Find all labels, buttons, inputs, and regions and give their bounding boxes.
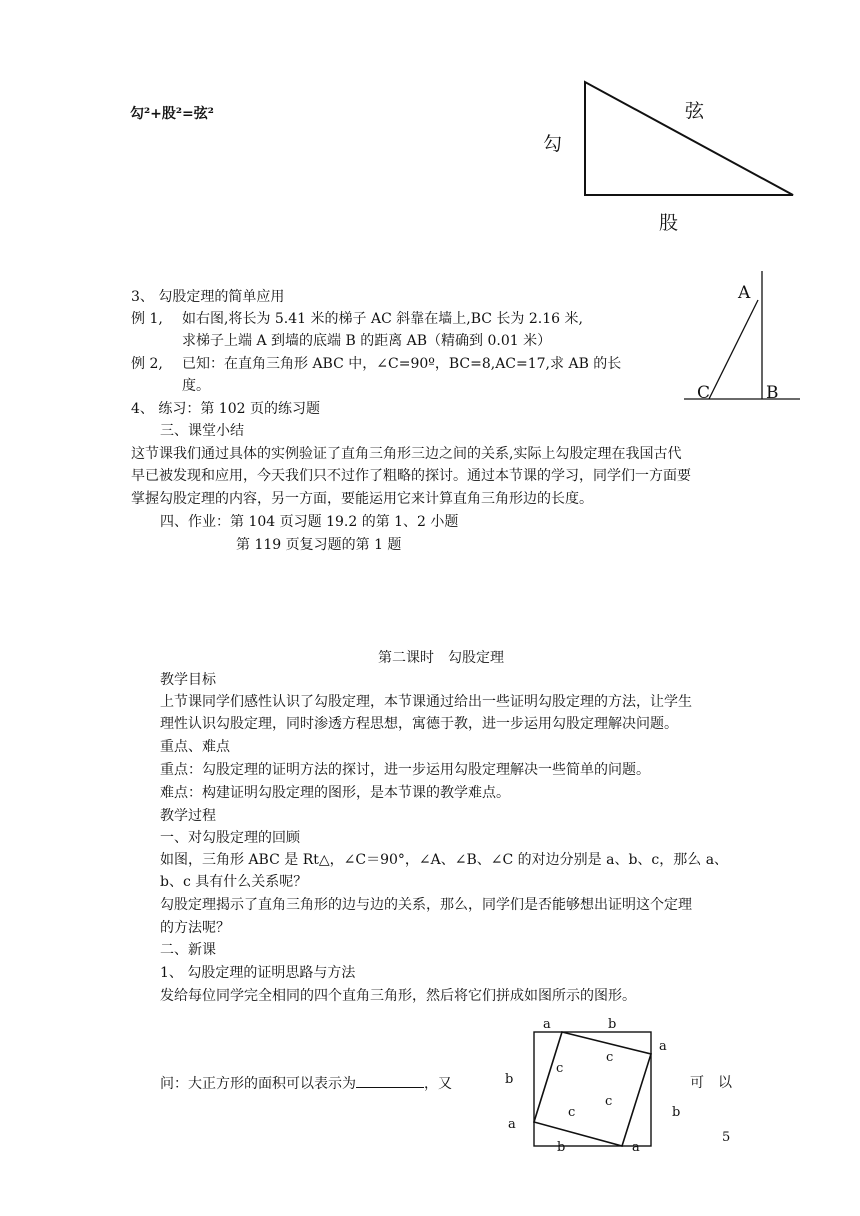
- homework-line2: 第 119 页复习题的第 1 题: [236, 537, 402, 553]
- example1-line2: 求梯子上端 A 到墙的底端 B 的距离 AB（精确到 0.01 米）: [182, 333, 552, 349]
- label-hypotenuse: 弦: [685, 100, 705, 122]
- lesson2-title: 第二课时 勾股定理: [378, 650, 504, 666]
- review-line2: b、c 具有什么关系呢？: [160, 874, 308, 890]
- page-number: 5: [722, 1130, 731, 1145]
- inner-label-c4: c: [568, 1105, 576, 1120]
- example2-line1: 已知：在直角三角形 ABC 中，∠C=90º，BC=8,AC=17,求 AB 的长: [182, 356, 622, 372]
- summary-heading: 三、课堂小结: [160, 423, 244, 439]
- section3-heading: 3、 勾股定理的简单应用: [131, 289, 285, 305]
- process-heading: 教学过程: [160, 808, 216, 824]
- summary-line2: 早已被发现和应用，今天我们只不过作了粗略的探讨。通过本节课的学习，同学们一方面要: [131, 468, 691, 484]
- inner-label-c2: c: [556, 1061, 564, 1076]
- new-lesson-heading: 二、新课: [160, 942, 216, 958]
- bottom-label-b: b: [557, 1140, 566, 1155]
- question-mid: ，又: [424, 1076, 452, 1092]
- key-point: 重点：勾股定理的证明方法的探讨，进一步运用勾股定理解决一些简单的问题。: [160, 762, 650, 778]
- answer-blank: [356, 1073, 424, 1088]
- bottom-label-a: a: [632, 1140, 640, 1155]
- label-A: A: [738, 283, 751, 303]
- example2-label: 例 2,: [131, 356, 163, 372]
- ladder-line: [709, 300, 758, 399]
- pythagorean-formula: 勾²+股²=弦²: [130, 106, 214, 122]
- teaching-goal-line2: 理性认识勾股定理，同时渗透方程思想，寓德于教，进一步运用勾股定理解决问题。: [160, 716, 678, 732]
- proof-line1: 发给每位同学完全相同的四个直角三角形，然后将它们拼成如图所示的图形。: [160, 988, 636, 1004]
- review-line4: 的方法呢？: [160, 920, 230, 936]
- left-label-a: a: [508, 1117, 516, 1132]
- inner-square: [534, 1032, 651, 1146]
- example1-label: 例 1,: [131, 311, 163, 327]
- area-question: [160, 1073, 452, 1094]
- summary-line3: 掌握勾股定理的内容，另一方面，要能运用它来计算直角三角形边的长度。: [131, 491, 593, 507]
- difficulty: 难点：构建证明勾股定理的图形，是本节课的教学难点。: [160, 785, 510, 801]
- square-proof-figure: [495, 1012, 685, 1157]
- label-leg: 股: [659, 212, 679, 234]
- inner-label-c3: c: [605, 1094, 613, 1109]
- review-line3: 勾股定理揭示了直角三角形的边与边的关系，那么，同学们是否能够想出证明这个定理: [160, 897, 692, 913]
- summary-line1: 这节课我们通过具体的实例验证了直角三角形三边之间的关系,实际上勾股定理在我国古代: [131, 446, 682, 462]
- example2-line2: 度。: [182, 378, 210, 394]
- ladder-figure: [680, 268, 810, 408]
- top-label-b: b: [608, 1017, 617, 1032]
- keypoints-heading: 重点、难点: [160, 739, 230, 755]
- inner-label-c1: c: [606, 1050, 614, 1065]
- example1-line1: 如右图,将长为 5.41 米的梯子 AC 斜靠在墙上,BC 长为 2.16 米,: [182, 311, 583, 327]
- homework-line1: 四、作业：第 104 页习题 19.2 的第 1、2 小题: [160, 514, 459, 530]
- top-label-a: a: [543, 1017, 551, 1032]
- right-label-a: a: [659, 1039, 667, 1054]
- teaching-goal-heading: 教学目标: [160, 672, 216, 688]
- question-tail: 可 以: [690, 1075, 732, 1091]
- label-hook: 勾: [543, 133, 563, 155]
- label-C: C: [697, 383, 711, 403]
- right-label-b: b: [672, 1105, 681, 1120]
- teaching-goal-line1: 上节课同学们感性认识了勾股定理，本节课通过给出一些证明勾股定理的方法，让学生: [160, 694, 692, 710]
- section4-practice: 4、 练习：第 102 页的练习题: [131, 401, 320, 417]
- review-heading: 一、对勾股定理的回顾: [160, 830, 300, 846]
- label-B: B: [766, 383, 779, 403]
- proof-heading: 1、 勾股定理的证明思路与方法: [160, 965, 356, 981]
- right-triangle-shape: [585, 82, 793, 195]
- right-triangle-figure: [535, 75, 805, 240]
- question-prefix: 问：大正方形的面积可以表示为: [160, 1076, 356, 1092]
- review-line1: 如图，三角形 ABC 是 Rt△，∠C＝90°，∠A、∠B、∠C 的对边分别是 a、b、c，那么 a、: [160, 852, 729, 868]
- left-label-b: b: [505, 1072, 514, 1087]
